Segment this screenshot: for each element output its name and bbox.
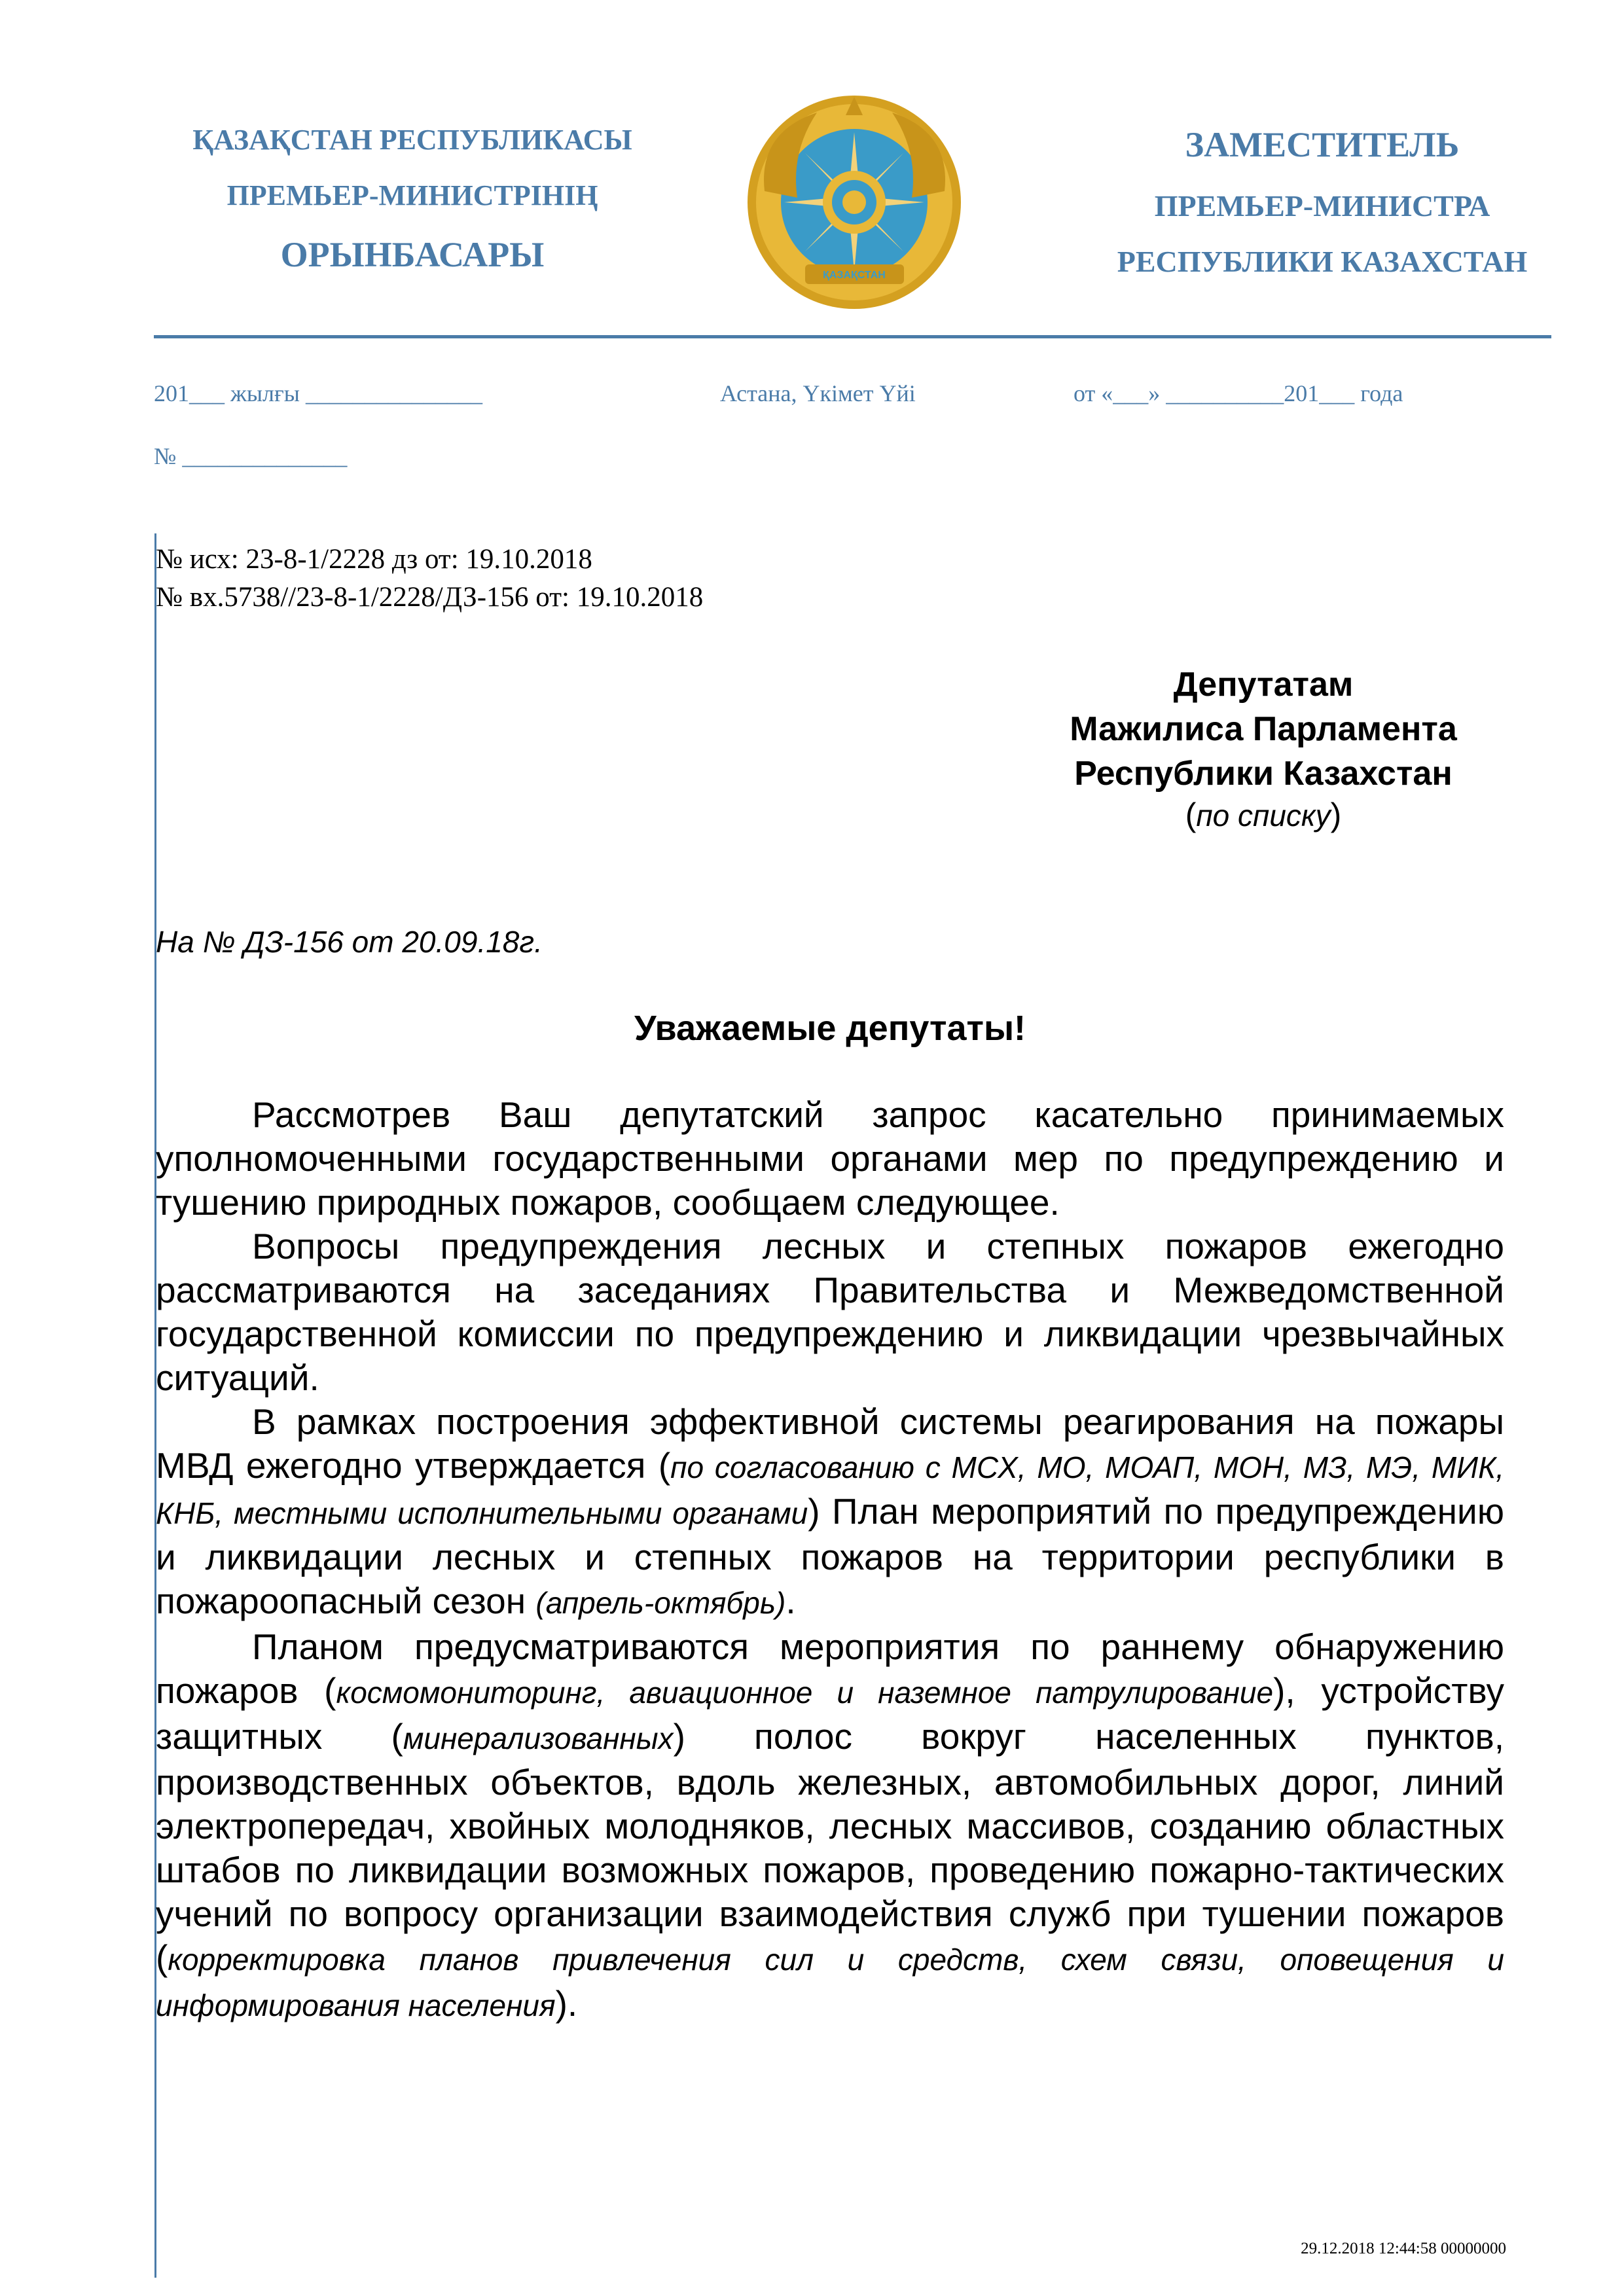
- place-label: Астана, Үкімет Үйі: [720, 380, 916, 406]
- header-right-line3: РЕСПУБЛИКИ КАЗАХСТАН: [1117, 245, 1528, 278]
- date-field-ru: от «___» __________201___ года: [1074, 380, 1403, 406]
- header-right-line2: ПРЕМЬЕР-МИНИСТРА: [1154, 189, 1490, 223]
- header-divider: [154, 335, 1551, 338]
- addressee-line2: Мажилиса Парламента: [1070, 710, 1457, 748]
- addressee-note: (по списку): [1185, 797, 1342, 833]
- body-paragraph-2: Вопросы предупреждения лесных и степных пожаров ежегодно рассматриваются на заседаниях Правительства и Межведомственной государственной комиссии по предупреждению и ликвидации чрезвычайных ситуаций.: [156, 1226, 1504, 1398]
- body-paragraph-3: В рамках построения эффективной системы реагирования на пожары МВД ежегодно утверждается (по согласованию с МСХ, МО, МОАП, МОН, МЗ, МЭ, МИК, КНБ, местными исполнительными органами) План мероприятий по предупреждению и ликвидации лесных и степных пожаров на территории республики в пожароопасный сезон (апрель-октябрь).: [156, 1401, 1504, 1621]
- state-emblem-icon: [745, 93, 964, 312]
- reference-number: На № ДЗ-156 от 20.09.18г.: [156, 925, 543, 959]
- header-left-line1: ҚАЗАҚСТАН РЕСПУБЛИКАСЫ: [192, 124, 632, 156]
- addressee-line1: Депутатам: [1173, 666, 1354, 704]
- salutation: Уважаемые депутаты!: [634, 1009, 1026, 1048]
- incoming-registration: № вх.5738//23-8-1/2228/ДЗ-156 от: 19.10.2018: [156, 582, 704, 613]
- letter-body: [156, 1093, 1504, 2028]
- header-left-line3: ОРЫНБАСАРЫ: [280, 235, 545, 274]
- number-field: № ______________: [154, 443, 348, 469]
- date-field-kz: 201___ жылғы _______________: [154, 380, 482, 406]
- body-paragraph-1: Рассмотрев Ваш депутатский запрос касательно принимаемых уполномоченными государственными органами мер по предупреждению и тушению природных пожаров, сообщаем следующее.: [156, 1094, 1504, 1223]
- document-timestamp: 29.12.2018 12:44:58 00000000: [1301, 2240, 1506, 2257]
- body-paragraph-4: Планом предусматриваются мероприятия по раннему обнаружению пожаров (космомониторинг, авиационное и наземное патрулирование), устройству защитных (минерализованных) полос вокруг населенных пунктов, производственных объектов, вдоль железных, автомобильных дорог, линий электропередач, хвойных молодняков, лесных массивов, созданию областных штабов по ликвидации возможных пожаров, проведению пожарно-тактических учений по вопросу организации взаимодействия служб при тушении пожаров (корректировка планов привлечения сил и средств, схем связи, оповещения и информирования населения).: [156, 1626, 1504, 2024]
- emblem-label: ҚАЗАҚСТАН: [823, 270, 886, 281]
- header-right-line1: ЗАМЕСТИТЕЛЬ: [1185, 125, 1460, 164]
- addressee-line3: Республики Казахстан: [1074, 755, 1453, 793]
- header-left-line2: ПРЕМЬЕР-МИНИСТРІНІҢ: [226, 179, 598, 211]
- outgoing-registration: № исх: 23-8-1/2228 дз от: 19.10.2018: [156, 544, 592, 575]
